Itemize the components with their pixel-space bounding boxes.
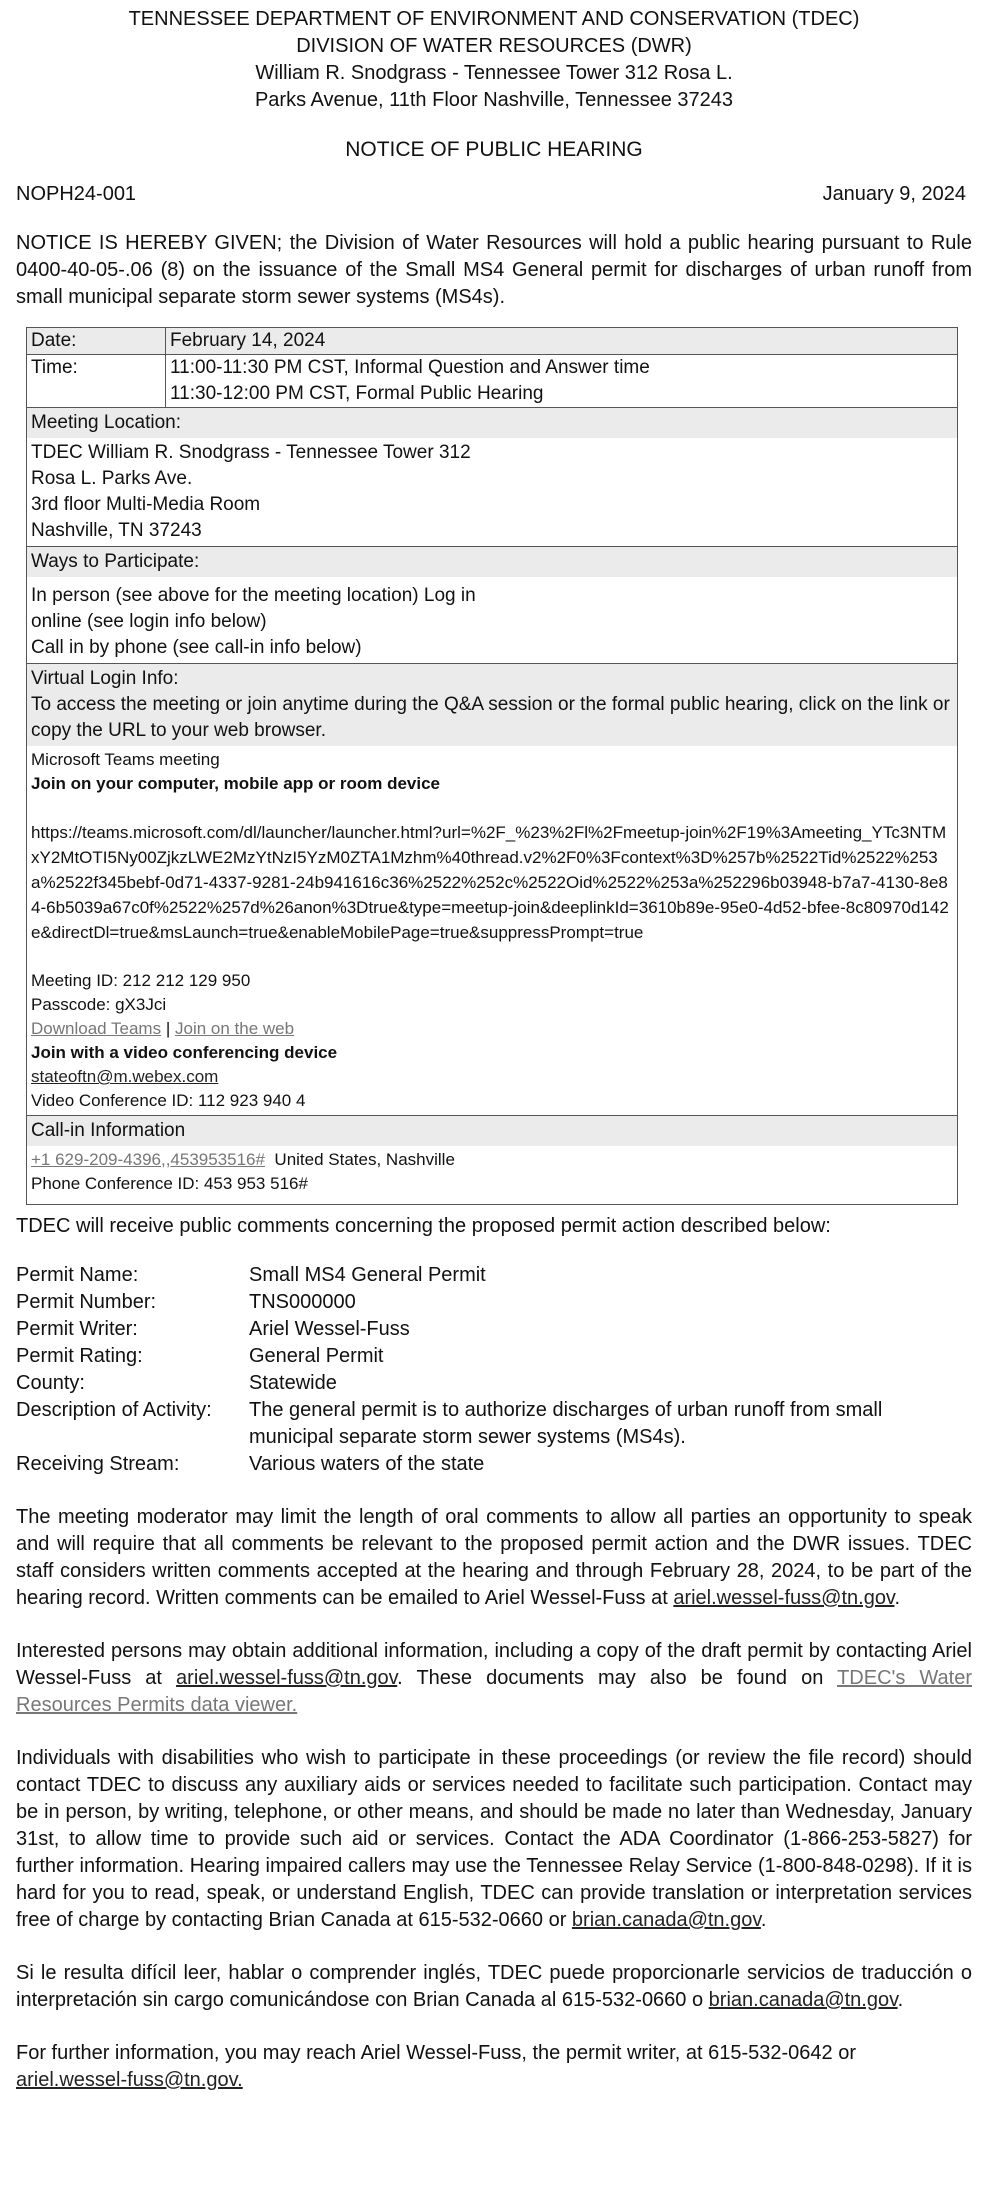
permit-key: Permit Writer: <box>16 1318 138 1340</box>
video-conf-id: Video Conference ID: 112 923 940 4 <box>31 1091 306 1110</box>
permit-row <box>16 1262 972 1289</box>
callin-body <box>27 1146 957 1204</box>
paragraph-text: Individuals with disabilities who wish to participate in these proceedings (or review the file record) should contact TDEC to discuss any auxiliary aids or services needed to facilitate such participation. Contact may be in person, by writing, telephone, or other means, and should be made no later than Wednesday, January 31st, to allow time to provide such aid or services. Contact the ADA Coordinator (1-866-253-5827) for further information. Hearing impaired callers may use the Tennessee Relay Service (1-800-848-0298). If it is hard for you to read, speak, or understand English, TDEC can provide translation or interpretation services free of charge by contacting Brian Canada at 615-532-0660 or <box>16 1747 972 1931</box>
permit-row <box>16 1289 972 1316</box>
teams-links <box>31 1017 953 1041</box>
video-conf-heading: Join with a video conferencing device <box>31 1043 338 1062</box>
date-label: Date: <box>27 328 166 355</box>
contact-paragraph <box>16 2040 972 2094</box>
reference-line <box>16 181 972 208</box>
permit-value: Various waters of the state <box>249 1453 485 1475</box>
paragraph-text: Si le resulta difícil leer, hablar o comprender inglés, TDEC puede proporcionarle servicios de traducción o interpretación sin cargo comunicándose con Brian Canada al 615-532-0660 o <box>16 1962 972 2011</box>
notice-number: NOPH24-001 <box>16 183 137 205</box>
location-label: Meeting Location: <box>27 408 957 438</box>
link-separator: | <box>165 1019 171 1038</box>
teams-block <box>27 746 957 1115</box>
phone-conf-id: Phone Conference ID: 453 953 516# <box>31 1174 308 1193</box>
notice-title: NOTICE OF PUBLIC HEARING <box>345 138 643 161</box>
ways-line: In person (see above for the meeting location) Log in <box>31 585 476 606</box>
paragraph-text: . These documents may also be found on <box>397 1667 838 1689</box>
paragraph-text: Interested persons may obtain additional information, including a copy of the draft permit by contacting Ariel Wessel-Fuss at <box>16 1640 972 1689</box>
date-value: February 14, 2024 <box>166 328 958 355</box>
callin-label: Call-in Information <box>27 1116 957 1146</box>
callin-row <box>27 1116 958 1205</box>
paragraph-text: The meeting moderator may limit the length of oral comments to allow all parties an opportunity to speak and will require that all comments be relevant to the proposed permit action and the DWR issues. TDEC staff considers written comments accepted at the hearing and through February 28, 2024, to be part of the hearing record. Written comments can be emailed to Ariel Wessel-Fuss at <box>16 1506 972 1609</box>
ways-line: online (see login info below) <box>31 611 267 632</box>
permit-key: Permit Rating: <box>16 1345 143 1367</box>
permit-value: General Permit <box>249 1345 384 1367</box>
time-label: Time: <box>27 355 166 408</box>
callin-phone-link[interactable]: +1 629-209-4396,,453953516# <box>31 1150 265 1169</box>
paragraph-end: . <box>894 1587 901 1609</box>
email-link[interactable]: brian.canada@tn.gov <box>708 1989 898 2011</box>
download-teams-link[interactable]: Download Teams <box>31 1019 162 1038</box>
time-row <box>27 355 958 408</box>
teams-title: Microsoft Teams meeting <box>31 750 220 769</box>
ways-label: Ways to Participate: <box>27 547 957 577</box>
location-section <box>27 408 958 547</box>
email-link[interactable]: ariel.wessel-fuss@tn.gov <box>673 1587 895 1609</box>
permit-row <box>16 1370 972 1397</box>
passcode: Passcode: gX3Jci <box>31 995 167 1014</box>
location-line: Rosa L. Parks Ave. <box>31 468 193 489</box>
callin-location: United States, Nashville <box>274 1150 455 1169</box>
address-line-1: William R. Snodgrass - Tennessee Tower 312 Rosa L. <box>255 62 733 84</box>
teams-join-heading: Join on your computer, mobile app or room device <box>31 774 441 793</box>
teams-meeting-url[interactable]: https://teams.microsoft.com/dl/launcher/launcher.html?url=%2F_%23%2Fl%2Fmeetup-join%2F19%3Ameeting_YTc3NTMxY2MtOTI5Ny00ZjkzLWE2MzYtNzI5YzM0ZTA1Mzhm%40thread.v2%2F0%3Fcontext%3D%257b%2522Tid%2522%253a%2522f345bebf-0d71-4337-9281-24b941616c36%2522%252c%2522Oid%2522%253a%252296b03948-b7a7-4130-8e84-6b5039a67c0f%2522%257d%26anon%3Dtrue&type=meetup-join&deeplinkId=3610b89e-95e0-4d52-bfee-8c80970d142e&directDl=true&msLaunch=true&enableMobilePage=true&suppressPrompt=true <box>31 823 949 942</box>
permit-details <box>16 1262 972 1478</box>
spanish-paragraph <box>16 1960 972 2014</box>
virtual-head <box>27 664 957 746</box>
permit-value: The general permit is to authorize discharges of urban runoff from small municipal separate storm sewer systems (MS4s). <box>249 1399 883 1448</box>
video-conf-email-link[interactable]: stateoftn@m.webex.com <box>31 1067 219 1086</box>
additional-info-paragraph <box>16 1638 972 1719</box>
permit-value: TNS000000 <box>249 1291 356 1313</box>
email-link[interactable]: ariel.wessel-fuss@tn.gov <box>176 1667 398 1689</box>
ways-section <box>27 547 958 664</box>
callin-line <box>31 1148 953 1172</box>
address-line-2: Parks Avenue, 11th Floor Nashville, Tennessee 37243 <box>254 89 734 111</box>
permit-value: Small MS4 General Permit <box>249 1264 486 1286</box>
time-value <box>166 355 958 408</box>
ways-row <box>27 547 958 664</box>
data-viewer-link[interactable]: TDEC's Water Resources Permits data viewer. <box>16 1667 972 1716</box>
time-informal: 11:00-11:30 PM CST, Informal Question and Answer time <box>170 357 650 378</box>
permit-key: County: <box>16 1372 85 1394</box>
agency-header <box>16 6 972 114</box>
location-line: TDEC William R. Snodgrass - Tennessee Tower 312 <box>31 442 471 463</box>
oral-comments-paragraph <box>16 1504 972 1612</box>
paragraph-text: For further information, you may reach Ariel Wessel-Fuss, the permit writer, at 615-532-0642 or <box>16 2042 856 2064</box>
permit-key: Permit Number: <box>16 1291 157 1313</box>
email-link[interactable]: brian.canada@tn.gov <box>571 1909 761 1931</box>
permit-value: Ariel Wessel-Fuss <box>249 1318 410 1340</box>
notice-date: January 9, 2024 <box>822 183 966 205</box>
paragraph-end: . <box>760 1909 767 1931</box>
callin-section <box>27 1116 958 1205</box>
virtual-label: Virtual Login Info: <box>31 668 179 689</box>
date-row <box>27 328 958 355</box>
meeting-id: Meeting ID: 212 212 129 950 <box>31 971 251 990</box>
virtual-instructions: To access the meeting or join anytime during the Q&A session or the formal public hearing, click on the link or copy the URL to your web browser. <box>31 694 950 741</box>
email-link[interactable]: ariel.wessel-fuss@tn.gov. <box>16 2069 243 2091</box>
join-web-link[interactable]: Join on the web <box>174 1019 295 1038</box>
permit-row <box>16 1316 972 1343</box>
comments-intro: TDEC will receive public comments concerning the proposed permit action described below: <box>16 1215 831 1237</box>
virtual-section <box>27 664 958 1116</box>
intro-paragraph: NOTICE IS HEREBY GIVEN; the Division of Water Resources will hold a public hearing pursuant to Rule 0400-40-05-.06 (8) on the issuance of the Small MS4 General permit for discharges of urban runoff from small municipal separate storm sewer systems (MS4s). <box>16 232 972 308</box>
ways-line: Call in by phone (see call-in info below) <box>31 637 362 658</box>
permit-key: Permit Name: <box>16 1264 139 1286</box>
meeting-info-table <box>26 327 958 1205</box>
permit-row <box>16 1343 972 1370</box>
location-line: Nashville, TN 37243 <box>31 520 202 541</box>
permit-row <box>16 1451 972 1478</box>
virtual-row <box>27 664 958 1116</box>
agency-name: TENNESSEE DEPARTMENT OF ENVIRONMENT AND CONSERVATION (TDEC) <box>128 8 860 30</box>
location-row <box>27 408 958 547</box>
permit-value: Statewide <box>249 1372 337 1394</box>
paragraph-end: . <box>897 1989 904 2011</box>
ways-body <box>27 577 957 663</box>
accessibility-paragraph <box>16 1745 972 1934</box>
permit-row <box>16 1397 972 1451</box>
location-line: 3rd floor Multi-Media Room <box>31 494 261 515</box>
permit-key: Description of Activity: <box>16 1399 212 1421</box>
division-name: DIVISION OF WATER RESOURCES (DWR) <box>296 35 692 57</box>
location-body <box>27 438 957 546</box>
time-formal: 11:30-12:00 PM CST, Formal Public Hearing <box>170 383 544 404</box>
permit-key: Receiving Stream: <box>16 1453 180 1475</box>
